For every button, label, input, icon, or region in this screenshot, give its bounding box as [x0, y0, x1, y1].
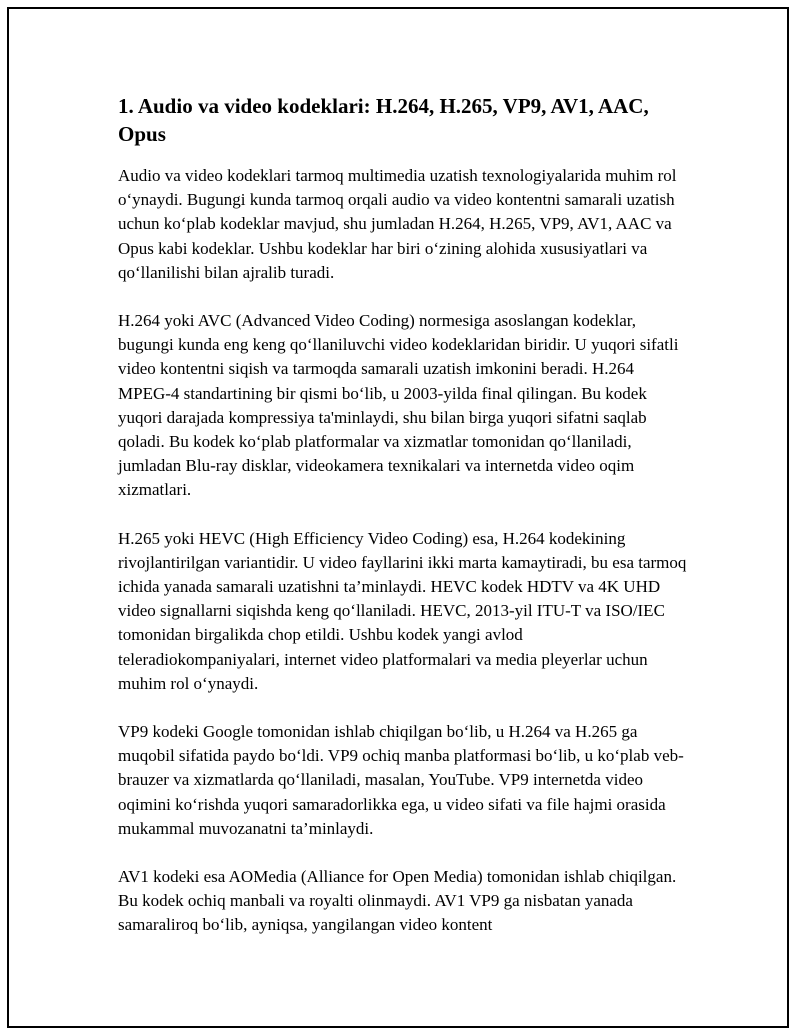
paragraph-av1: AV1 kodeki esa AOMedia (Alliance for Open Media) tomonidan ishlab chiqilgan. Bu kodek ochiq manbali va royalti olinmaydi. AV1 VP9 ga nisbatan yanada samaraliroq bo‘lib, ayniqsa, yangilangan video kontent — [118, 867, 677, 935]
paragraph-intro: Audio va video kodeklari tarmoq multimedia uzatish texnologiyalarida muhim rol o‘ynaydi. Bugungi kunda tarmoq orqali audio va video kontentni samarali uzatish uchun ko‘plab kodeklar mavjud, shu jumladan H.264, H.265, VP9, AV1, AAC va Opus kabi kodeklar. Ushbu kodeklar har biri o‘zining alohida xususiyatlari va qo‘llanilishi bilan ajralib turadi. — [118, 166, 677, 282]
paragraph-h265: H.265 yoki HEVC (High Efficiency Video Coding) esa, H.264 kodekining rivojlantirilgan variantidir. U video fayllarini ikki marta kamaytiradi, bu esa tarmoq ichida yanada samarali uzatishni ta’minlaydi. HEVC kodek HDTV va 4K UHD video signallarni siqishda keng qo‘llaniladi. HEVC, 2013-yil ITU-T va ISO/IEC tomonidan birgalikda chop etildi. Ushbu kodek yangi avlod teleradiokompaniyalari, internet video platformalari va media pleyerlar uchun muhim rol o‘ynaydi. — [118, 528, 687, 693]
section-heading: 1. Audio va video kodeklari: H.264, H.265, VP9, AV1, AAC, Opus — [118, 94, 649, 146]
paragraph-vp9: VP9 kodeki Google tomonidan ishlab chiqilgan bo‘lib, u H.264 va H.265 ga muqobil sifatida paydo bo‘ldi. VP9 ochiq manba platformasi bo‘lib, u ko‘plab veb-brauzer va xizmatlarda qo‘llaniladi, masalan, YouTube. VP9 internetda video oqimini ko‘rishda yuqori samaradorlikka ega, u video sifati va file hajmi orasida mukammal muvozanatni ta’minlaydi. — [118, 722, 684, 838]
document-body — [118, 92, 688, 962]
paragraph-h264: H.264 yoki AVC (Advanced Video Coding) normesiga asoslangan kodeklar, bugungi kunda eng keng qo‘llaniluvchi video kodeklaridan biridir. U yuqori sifatli video kontentni siqish va tarmoqda samarali uzatish imkonini beradi. H.264 MPEG-4 standartining bir qismi bo‘lib, u 2003-yilda final qilingan. Bu kodek yuqori darajada kompressiya ta'minlaydi, shu bilan birga yuqori sifatni saqlab qoladi. Bu kodek ko‘plab platformalar va xizmatlar tomonidan qo‘llaniladi, jumladan Blu-ray disklar, videokamera texnikalari va internetda video oqim xizmatlari. — [118, 311, 679, 500]
